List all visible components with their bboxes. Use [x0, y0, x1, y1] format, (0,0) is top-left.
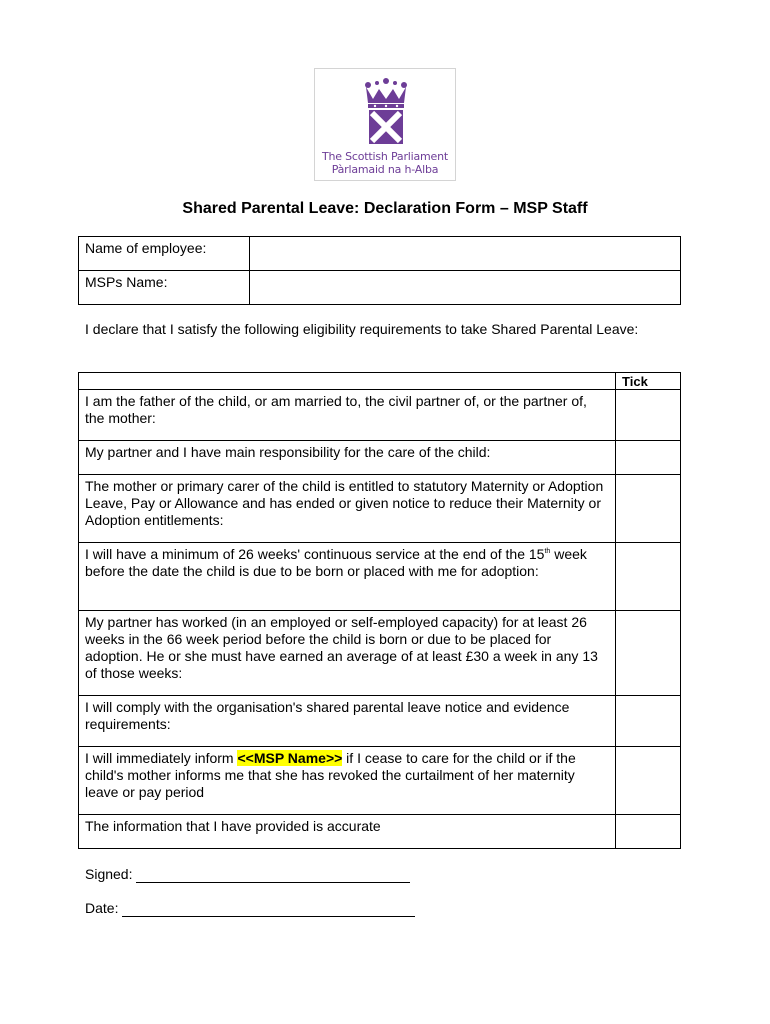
- table-row: [79, 611, 681, 696]
- signature-row: [85, 866, 410, 883]
- tick-box[interactable]: [616, 390, 681, 441]
- requirement-text-part: I will immediately inform: [85, 750, 238, 766]
- requirement-text-part: I will have a minimum of 26 weeks' continuous service at the end of the 15: [85, 546, 545, 562]
- requirement-text: [79, 747, 616, 815]
- tick-box[interactable]: [616, 475, 681, 543]
- requirement-text-part: if I cease to care for the child or if the child's mother informs me that she has revoked the curtailment of her maternity leave or pay period: [85, 750, 576, 800]
- table-row: [79, 815, 681, 849]
- requirement-text: I am the father of the child, or am married to, the civil partner of, or the partner of, the mother:: [79, 390, 616, 441]
- table-row: [79, 390, 681, 441]
- declaration-intro: I declare that I satisfy the following eligibility requirements to take Shared Parental Leave:: [85, 321, 639, 337]
- requirement-text-part: week before the date the child is due to be born or placed with me for adoption:: [85, 546, 587, 579]
- employee-name-field[interactable]: [250, 237, 681, 271]
- table-header-row: [79, 373, 681, 390]
- requirement-text: The information that I have provided is accurate: [79, 815, 616, 849]
- page-title: Shared Parental Leave: Declaration Form – MSP Staff: [182, 200, 588, 217]
- signature-line[interactable]: [136, 868, 410, 883]
- requirement-text: I will comply with the organisation's shared parental leave notice and evidence requirements:: [79, 696, 616, 747]
- table-row: [79, 237, 681, 271]
- employee-details-table: [78, 236, 681, 305]
- table-row: [79, 747, 681, 815]
- table-row: [79, 696, 681, 747]
- table-row: [79, 441, 681, 475]
- requirement-text: My partner has worked (in an employed or self-employed capacity) for at least 26 weeks in the 66 week period before the child is born or due to be placed for adoption. He or she must have earned an average of at least £30 a week in any 13 of those weeks:: [79, 611, 616, 696]
- logo-text-gaelic: Pàrlamaid na h-Alba: [331, 163, 439, 176]
- date-row: [85, 900, 415, 917]
- msp-name-field[interactable]: [250, 271, 681, 305]
- tick-box[interactable]: [616, 441, 681, 475]
- requirement-text: [79, 543, 616, 611]
- logo-text-english: The Scottish Parliament: [321, 150, 449, 163]
- crown-saltire-icon: [363, 77, 409, 147]
- tick-box[interactable]: [616, 696, 681, 747]
- tick-box[interactable]: [616, 815, 681, 849]
- table-row: [79, 475, 681, 543]
- requirement-text: My partner and I have main responsibility for the care of the child:: [79, 441, 616, 475]
- employee-name-label: Name of employee:: [79, 237, 250, 271]
- date-label: Date:: [85, 900, 119, 916]
- tick-box[interactable]: [616, 747, 681, 815]
- tick-box[interactable]: [616, 611, 681, 696]
- tick-column-header: Tick: [616, 373, 681, 390]
- requirement-text: The mother or primary carer of the child is entitled to statutory Maternity or Adoption Leave, Pay or Allowance and has ended or given notice to reduce their Maternity or Adoption entitlements:: [79, 475, 616, 543]
- tick-box[interactable]: [616, 543, 681, 611]
- msp-name-placeholder: <<MSP Name>>: [237, 750, 343, 766]
- table-row: [79, 543, 681, 611]
- scottish-parliament-logo: [314, 68, 456, 181]
- date-line[interactable]: [122, 902, 415, 917]
- msp-name-label: MSPs Name:: [79, 271, 250, 305]
- eligibility-requirements-table: [78, 372, 681, 849]
- signed-label: Signed:: [85, 866, 133, 882]
- requirement-column-header: [79, 373, 616, 390]
- table-row: [79, 271, 681, 305]
- ordinal-suffix: th: [544, 548, 551, 555]
